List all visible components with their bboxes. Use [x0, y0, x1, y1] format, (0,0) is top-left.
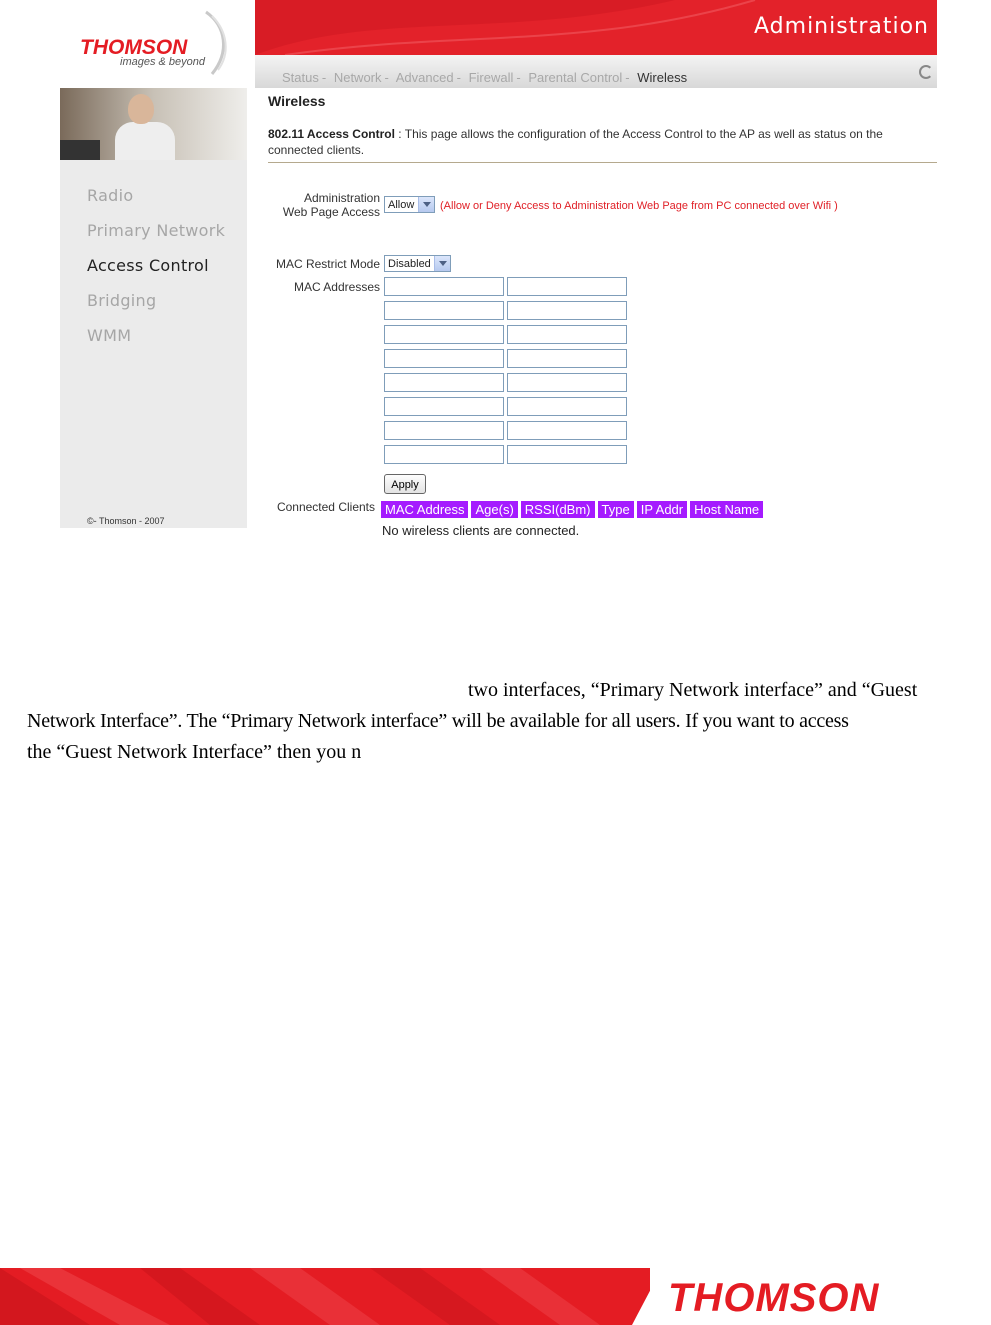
- admin-access-value: Allow: [388, 199, 415, 211]
- mac-restrict-value: Disabled: [388, 258, 431, 270]
- logo-tagline: images & beyond: [120, 56, 205, 68]
- column-age: Age(s): [471, 501, 517, 518]
- nav-separator: -: [384, 70, 389, 85]
- nav-separator: -: [321, 70, 327, 85]
- description-heading: 802.11 Access Control: [268, 127, 395, 141]
- mac-address-input[interactable]: [507, 325, 627, 344]
- mac-address-input[interactable]: [384, 397, 504, 416]
- chevron-down-icon[interactable]: [418, 197, 434, 212]
- footer-banner: [0, 1268, 991, 1325]
- page-section-title: Administration: [754, 14, 929, 39]
- page-title: Wireless: [268, 93, 326, 109]
- mac-address-input[interactable]: [507, 301, 627, 320]
- column-host-name: Host Name: [690, 501, 763, 518]
- divider: [268, 162, 937, 163]
- mac-address-input[interactable]: [384, 373, 504, 392]
- mac-address-input[interactable]: [384, 325, 504, 344]
- footer-thomson-logo: THOMSON: [668, 1276, 880, 1320]
- admin-access-label-line1: Administration: [303, 191, 380, 205]
- mac-address-input[interactable]: [507, 397, 627, 416]
- sidebar: [60, 88, 247, 528]
- no-clients-message: No wireless clients are connected.: [382, 523, 580, 538]
- document-line-1: two interfaces, “Primary Network interface” and “Guest: [468, 679, 918, 701]
- nav-wireless[interactable]: Wireless: [637, 70, 688, 85]
- admin-access-label: [268, 191, 380, 219]
- column-mac-address: MAC Address: [381, 501, 468, 518]
- column-type: Type: [598, 501, 634, 518]
- sidebar-item-radio[interactable]: Radio: [87, 186, 134, 205]
- sidebar-menu: [87, 186, 225, 361]
- admin-access-select[interactable]: [384, 196, 435, 213]
- mac-address-input[interactable]: [384, 445, 504, 464]
- thomson-logo: THOMSON: [80, 36, 188, 59]
- mac-address-input[interactable]: [384, 349, 504, 368]
- nav-separator: -: [456, 70, 461, 85]
- header-banner: [255, 0, 937, 55]
- document-line-3: the “Guest Network Interface” then you n: [27, 741, 362, 763]
- mac-addresses-label: MAC Addresses: [293, 280, 380, 294]
- document-line-2: Network Interface”. The “Primary Network interface” will be available for all users. If you want to access: [27, 710, 849, 732]
- sidebar-item-access-control[interactable]: Access Control: [87, 256, 209, 275]
- admin-access-label-line2: Web Page Access: [282, 205, 380, 219]
- mac-address-input[interactable]: [507, 349, 627, 368]
- nav-firewall[interactable]: Firewall: [468, 70, 514, 85]
- chevron-down-icon[interactable]: [434, 256, 450, 271]
- mac-restrict-label: MAC Restrict Mode: [275, 257, 380, 271]
- apply-button[interactable]: Apply: [384, 474, 426, 494]
- admin-access-note: (Allow or Deny Access to Administration Web Page from PC connected over Wifi ): [440, 200, 838, 212]
- nav-network[interactable]: Network: [333, 70, 382, 85]
- logo-swoosh-icon: [200, 8, 234, 78]
- loading-spinner-icon: [919, 65, 933, 79]
- description-text: This page allows the configuration of the Access Control to the AP as well as status on the connected clients.: [268, 127, 883, 157]
- mac-address-input[interactable]: [384, 301, 504, 320]
- mac-address-input[interactable]: [507, 445, 627, 464]
- mac-restrict-select[interactable]: [384, 255, 451, 272]
- description-separator: :: [394, 127, 405, 141]
- column-ip-addr: IP Addr: [637, 501, 687, 518]
- connected-clients-label: Connected Clients: [276, 500, 375, 514]
- footer-pattern-decoration: [0, 1268, 660, 1325]
- mac-address-input[interactable]: [507, 277, 627, 296]
- nav-advanced[interactable]: Advanced: [395, 70, 454, 85]
- page-description: [268, 126, 936, 158]
- sidebar-item-primary-network[interactable]: Primary Network: [87, 221, 226, 240]
- sidebar-photo: [60, 88, 247, 160]
- nav-status[interactable]: Status: [282, 70, 319, 85]
- clients-table-header: [381, 501, 763, 518]
- sidebar-item-bridging[interactable]: Bridging: [87, 291, 157, 310]
- mac-address-input[interactable]: [507, 421, 627, 440]
- top-nav-links: [282, 70, 687, 85]
- column-rssi: RSSI(dBm): [521, 501, 595, 518]
- mac-address-input[interactable]: [507, 373, 627, 392]
- nav-parental-control[interactable]: Parental Control: [528, 70, 623, 85]
- mac-address-input[interactable]: [384, 277, 504, 296]
- sidebar-item-wmm[interactable]: WMM: [87, 326, 132, 345]
- copyright-text: ©- Thomson - 2007: [87, 516, 165, 526]
- top-nav: [255, 55, 937, 88]
- nav-separator: -: [625, 70, 630, 85]
- nav-separator: -: [516, 70, 521, 85]
- mac-address-input[interactable]: [384, 421, 504, 440]
